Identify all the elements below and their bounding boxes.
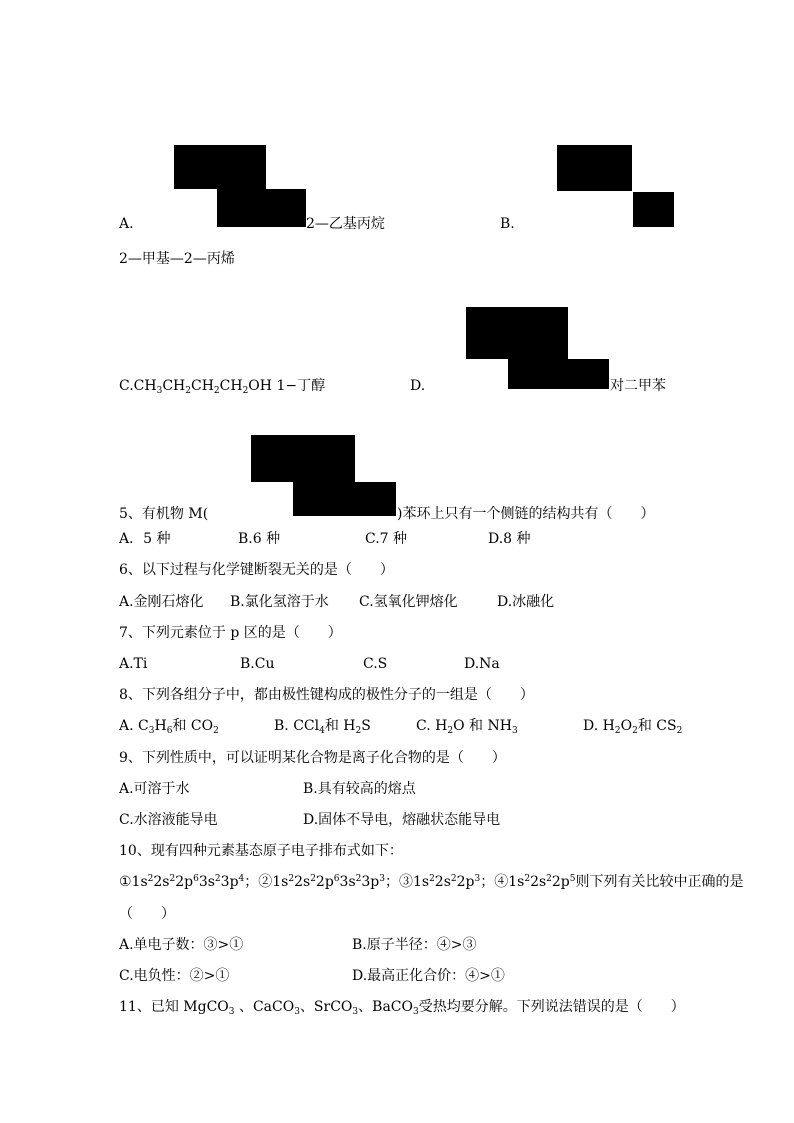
q7-option-a: A.Ti (119, 656, 148, 672)
q5-option-b: B.6 种 (238, 531, 281, 547)
structure-image-d-bottom (508, 359, 609, 389)
q10-stem-tail: 则下列有关比较中正确的是 (575, 874, 744, 890)
q4-option-c-label: C. (119, 378, 134, 394)
q10-configurations: $①1s^22s^22p^63s^23p^4$；$②1s^22s^22p^63s^23p^3$；$③1s^22s^22p^3$；$④1s^22s^22p^5$则下列有关比较中正确的是 (119, 874, 744, 890)
q5-option-d: D.8 种 (488, 531, 531, 547)
q9-option-d: D.固体不导电，熔融状态能导电 (303, 812, 501, 828)
structure-image-a-top (174, 145, 266, 189)
q8-option-d: D. $H_2O_2$和 $CS_2$ (583, 718, 683, 736)
q4-option-b-label: B. (500, 216, 515, 232)
q10-answer-blank: （ ） (119, 906, 175, 922)
q6-option-c: C.氢氧化钾熔化 (359, 594, 458, 610)
q4-option-a-label: A. (119, 216, 134, 232)
structure-image-b-top (557, 145, 632, 191)
q7-option-c: C.S (363, 656, 388, 672)
q6-stem: 6、以下过程与化学键断裂无关的是（ ） (119, 562, 394, 578)
q5-stem-pre: 5、有机物 M( (119, 506, 209, 522)
q6-option-a: A.金刚石熔化 (119, 594, 204, 610)
q10-stem: 10、现有四种元素基态原子电子排布式如下： (119, 843, 403, 859)
q5-option-c: C.7 种 (365, 531, 408, 547)
q9-option-c: C.水溶液能导电 (119, 812, 218, 828)
structure-image-a-bottom (217, 189, 306, 227)
q8-option-b: B. CCl$_4$和 $H_2S$ (274, 718, 371, 736)
q5-option-a: A．5 种 (119, 531, 171, 547)
q7-stem: 7、下列元素位于 p 区的是（ ） (119, 625, 342, 641)
q7-option-b: B.Cu (240, 656, 275, 672)
q7-option-d: D.Na (464, 656, 500, 672)
structure-image-m-bottom (293, 482, 396, 516)
q4-option-c (119, 377, 325, 395)
structure-image-m-top (251, 435, 355, 482)
q4-option-b-name: 2—甲基—2—丙烯 (119, 251, 235, 267)
q10-option-a: A.单电子数：③>① (119, 937, 244, 953)
q8-option-a: A. $C_3H_6$和 $CO_2$ (119, 718, 219, 736)
q10-option-c: C.电负性：②>① (119, 968, 230, 984)
q6-option-b: B.氯化氢溶于水 (230, 594, 329, 610)
q10-option-d: D.最高正化合价：④>① (352, 968, 505, 984)
q4-option-c-formula: $CH_3CH_2CH_2CH_2OH$ (133, 378, 272, 396)
q9-stem: 9、下列性质中，可以证明某化合物是离子化合物的是（ ） (119, 750, 506, 766)
q8-option-c: C. $H_2O$ 和 $NH_3$ (416, 718, 518, 736)
q9-option-a: A.可溶于水 (119, 781, 190, 797)
q10-option-b: B.原子半径：④>③ (352, 937, 477, 953)
q4-option-d-name: 对二甲苯 (610, 378, 666, 394)
q5-stem-post: )苯环上只有一个侧链的结构共有（ ） (397, 506, 655, 522)
q4-option-d-label: D. (410, 378, 426, 394)
structure-image-d-top (466, 307, 568, 359)
q4-option-c-name: 1−丁醇 (276, 378, 326, 394)
q8-stem: 8、下列各组分子中，都由极性键构成的极性分子的一组是（ ） (119, 687, 534, 703)
q9-option-b: B.具有较高的熔点 (303, 781, 416, 797)
q6-option-d: D.冰融化 (497, 594, 555, 610)
q4-option-a-name: 2—乙基丙烷 (306, 216, 385, 232)
structure-image-b-right (633, 192, 674, 227)
q11-stem: 11、已知 MgCO$_3$ 、CaCO$_3$、SrCO$_3$、BaCO$_3$受热均要分解。下列说法错误的是（ ） (119, 999, 685, 1017)
